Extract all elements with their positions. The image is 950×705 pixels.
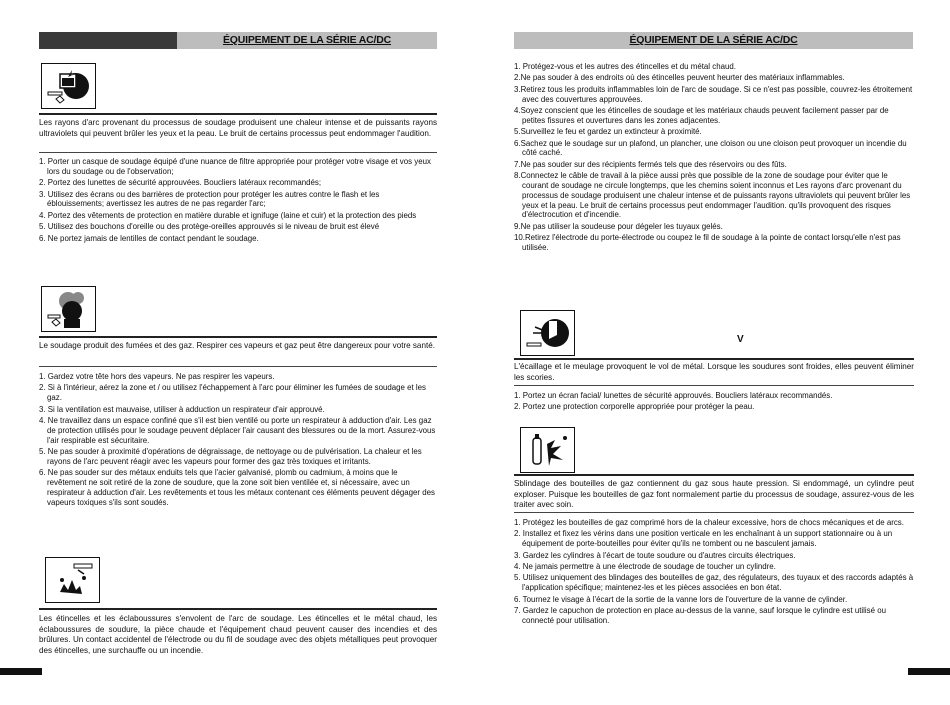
- list-item: 2. Si à l'intérieur, aérez la zone et / ou utilisez l'échappement à l'arc pour éliminer les fumées de soudage et les gaz.: [39, 383, 426, 403]
- section-divider: [514, 385, 914, 386]
- section-divider: [39, 152, 437, 153]
- sparks-explosion-icon: [45, 557, 100, 603]
- page-header: [514, 32, 913, 49]
- list-item: 2.Ne pas souder à des endroits où des étincelles peuvent heurter des matériaux inflammables.: [514, 73, 845, 83]
- list-item: 5. Utilisez uniquement des blindages des bouteilles de gaz, des régulateurs, des tuyaux et des raccords adaptés à l'application spécifique; maintenez-les et les pièces associées en bon état.: [514, 573, 914, 593]
- list-item: 3. Gardez les cylindres à l'écart de toute soudure ou d'autres circuits électriques.: [514, 550, 796, 560]
- list-item: 3. Si la ventilation est mauvaise, utiliser à adduction un respirateur d'air approuvé.: [39, 404, 325, 414]
- section-divider: [39, 336, 437, 338]
- arc-rays-list: [39, 157, 437, 245]
- list-item: 10.Retirez l'électrode du porte-électrode ou coupez le fil de soudage à la pointe de contact lorsqu'elle n'est pas utilisée.: [514, 233, 901, 252]
- section-divider: [39, 113, 437, 115]
- section-divider: [39, 608, 437, 610]
- list-item: 7. Gardez le capuchon de protection en place au-dessus de la vanne, sauf lorsque le cylindre est utilisé ou connecté pour utilisation.: [514, 605, 886, 625]
- list-item: 6. Ne pas souder sur des métaux enduits tels que l'acier galvanisé, plomb ou cadmium, à moins que le revêtement ne soit retiré de la zone de soudure, que la zone soit bien ventilée et, si nécessaire, avec un respirateur à adduction d'air. Les revêtements et tous les métaux contenant ces éléments peuvent dégager des vapeurs toxiques s'ils sont soudés.: [39, 468, 435, 507]
- list-item: 6. Ne portez jamais de lentilles de contact pendant le soudage.: [39, 233, 259, 243]
- page-tab: [908, 668, 950, 675]
- section-divider: [514, 512, 914, 513]
- sparks-intro: Les étincelles et les éclaboussures s'envolent de l'arc de soudage. Les étincelles et le métal chaud, les éclaboussures de soudure, la pièce chaude et l'équipement chaud peuvent causer des incendies et des brûlures. Un contact accidentel de l'électrode ou du fil de soudage avec des objets métalliques peut provoquer des étincelles, une surchauffe ou un incendie.: [39, 614, 437, 655]
- list-item: 1. Portez un écran facial/ lunettes de sécurité approuvés. Boucliers latéraux recommandés.: [514, 391, 833, 400]
- list-item: 8.Connectez le câble de travail à la pièce aussi près que possible de la zone de soudage pour éviter que le courant de soudage ne circule longtemps, que les chemins soient inconnus et Les rayons d'arc provenant du processus de soudage produisent une chaleur intense et de puissants rayons ultraviolets qui peuvent brûler les yeux et la peau. Le bruit de certains processus peut endommager l'audition. qu'ils provoquent des risques d'électrocution et d'incendie.: [514, 171, 911, 220]
- list-item: 1. Gardez votre tête hors des vapeurs. Ne pas respirer les vapeurs.: [39, 372, 275, 381]
- list-item: 3. Utilisez des écrans ou des barrières de protection pour protéger les autres contre le flash et les éblouissements; avertissez les autres de ne pas regarder l'arc;: [39, 189, 380, 209]
- fumes-intro: Le soudage produit des fumées et des gaz. Respirer ces vapeurs et gaz peut être dangereux pour votre santé.: [39, 341, 435, 350]
- list-item: 2. Portez des lunettes de sécurité approuvées. Boucliers latéraux recommandés;: [39, 178, 322, 188]
- page-title: ÉQUIPEMENT DE LA SÉRIE AC/DC: [514, 32, 913, 49]
- sparks-list: [514, 62, 914, 254]
- list-item: 4. Portez des vêtements de protection en matière durable et ignifuge (laine et cuir) et la protection des pieds: [39, 210, 417, 220]
- chipping-list: [514, 391, 914, 414]
- list-item: 4.Soyez conscient que les étincelles de soudage et les matériaux chauds peuvent facilement passer par de petites fissures et ouvertures dans les zones adjacentes.: [514, 105, 889, 125]
- list-item: 6. Tournez le visage à l'écart de la sortie de la vanne lors de l'ouverture de la vanne de cylinder.: [514, 594, 848, 604]
- fumes-head-icon: [41, 286, 96, 332]
- chipping-intro: L'écaillage et le meulage provoquent le vol de métal. Lorsque les soudures sont froides, elles peuvent éliminer les scories.: [514, 362, 914, 382]
- list-item: 5. Utilisez des bouchons d'oreille ou des protège-oreilles approuvés si le niveau de bruit est élevé: [39, 222, 380, 232]
- arc-rays-intro: Les rayons d'arc provenant du processus de soudage produisent une chaleur intense et de puissants rayons ultraviolets qui peuvent brûler les yeux et la peau. Le bruit de certains processus peut endommager l'audition.: [39, 118, 437, 138]
- list-item: 1. Protégez les bouteilles de gaz comprimé hors de la chaleur excessive, hors de chocs mécaniques et de arcs.: [514, 518, 904, 527]
- face-shield-icon: [520, 310, 575, 356]
- page-title: ÉQUIPEMENT DE LA SÉRIE AC/DC: [177, 32, 437, 49]
- gas-cylinder-explosion-icon: [520, 427, 575, 473]
- section-divider: [514, 474, 914, 476]
- list-item: 5. Ne pas souder à proximité d'opérations de dégraissage, de nettoyage ou de pulvérisation. La chaleur et les rayons de l'arc peuvent réagir avec les vapeurs pour former des gaz très toxiques et irritants.: [39, 446, 422, 466]
- page-tab: [0, 668, 42, 675]
- list-item: 9.Ne pas utiliser la soudeuse pour dégeler les tuyaux gelés.: [514, 221, 723, 231]
- list-item: 3.Retirez tous les produits inflammables loin de l'arc de soudage. Si ce n'est pas possible, couvrez-les étroitement avec des couvertures approuvées.: [514, 84, 913, 104]
- list-item: 1. Protégez-vous et les autres des étincelles et du métal chaud.: [514, 62, 736, 71]
- section-divider: [514, 358, 914, 360]
- gas-intro: Sblindage des bouteilles de gaz contiennent du gaz sous haute pression. Si endommagé, un cylindre peut exploser. Puisque les bouteilles de gaz font normalement partie du processus de soudage, assurez-vous de les traiter avec soin.: [514, 479, 914, 510]
- fumes-list: [39, 372, 437, 509]
- list-item: 2. Installez et fixez les vérins dans une position verticale en les enchaînant à un support stationnaire ou à un équipement de porte-bouteilles pour éviter qu'ils ne tombent ou ne basculent jamais.: [514, 529, 893, 549]
- list-item: 2. Portez une protection corporelle appropriée pour protéger la peau.: [514, 402, 755, 412]
- list-item: 4. Ne jamais permettre à une électrode de soudage de toucher un cylindre.: [514, 561, 776, 571]
- list-item: 4. Ne travaillez dans un espace confiné que s'il est bien ventilé ou porte un respirateur à adduction d'air. Les gaz de protection utilisés pour le soudage peuvent déplacer l'air causant des blessures ou de la mort. Assurez-vous l'air respirable est sécuritaire.: [39, 415, 436, 445]
- list-item: 7.Ne pas souder sur des récipients fermés tels que des réservoirs ou des fûts.: [514, 159, 787, 169]
- gas-list: [514, 518, 914, 627]
- letter-v: V: [737, 334, 744, 345]
- section-divider: [39, 366, 437, 367]
- page-header: [39, 32, 437, 49]
- list-item: 1. Porter un casque de soudage équipé d'une nuance de filtre appropriée pour protéger votre visage et vos yeux lors du soudage ou de l'observation;: [39, 157, 431, 176]
- list-item: 5.Surveillez le feu et gardez un extincteur à proximité.: [514, 127, 702, 137]
- right-page: [475, 0, 950, 705]
- list-item: 6.Sachez que le soudage sur un plafond, un plancher, une cloison ou une cloison peut provoquer un incendie du côté caché.: [514, 138, 907, 158]
- welding-helmet-icon: [41, 63, 96, 109]
